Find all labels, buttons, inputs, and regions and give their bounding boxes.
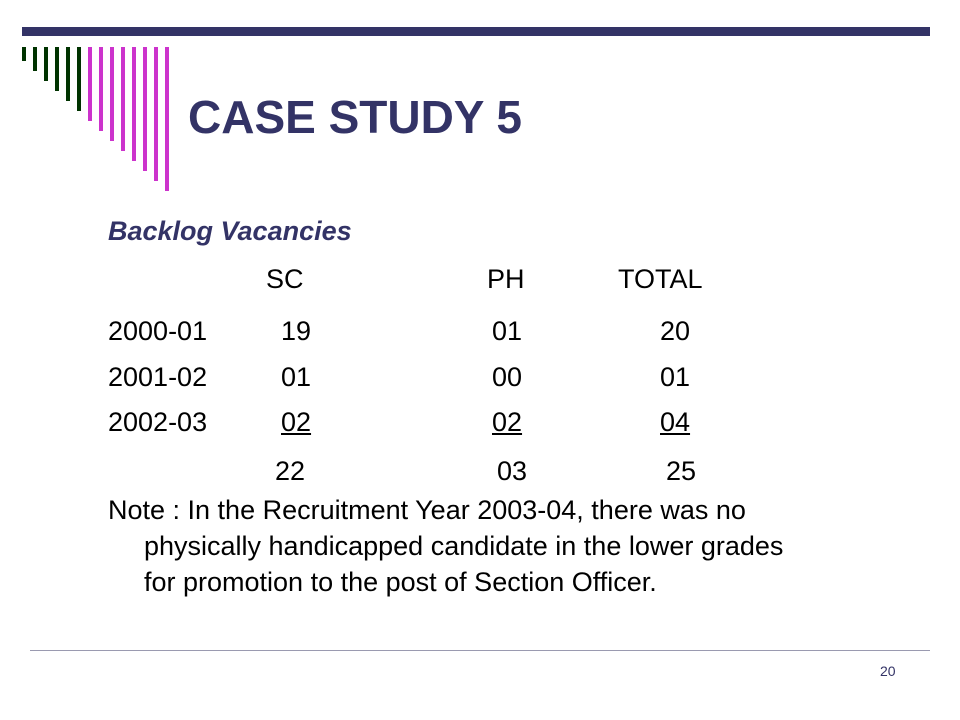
decor-bar (154, 47, 158, 181)
header-ph: PH (487, 264, 525, 294)
total-sc: 22 (275, 456, 306, 486)
row-sc: 02 (281, 407, 312, 437)
decor-bar (121, 47, 125, 151)
row-ph: 02 (492, 407, 523, 437)
decor-bar (143, 47, 147, 171)
top-rule (22, 27, 930, 36)
decor-bar (99, 47, 103, 131)
decor-bar (22, 47, 26, 61)
decor-bar (77, 47, 81, 111)
page-number: 20 (880, 663, 896, 679)
row-ph: 00 (492, 362, 523, 392)
row-sc: 01 (281, 362, 312, 392)
decor-bar (55, 47, 59, 91)
bottom-rule (30, 650, 930, 651)
decor-bar (44, 47, 48, 81)
decor-bar (110, 47, 114, 141)
note-line-2: physically handicapped candidate in the lower grades (144, 531, 784, 561)
decor-bar (66, 47, 70, 101)
note-paragraph (108, 492, 908, 600)
row-year: 2001-02 (108, 362, 208, 392)
row-ph: 01 (492, 316, 523, 346)
row-total: 04 (660, 407, 691, 437)
note-line-3: for promotion to the post of Section Officer. (144, 567, 657, 597)
decor-bar (88, 47, 92, 121)
row-total: 20 (660, 316, 691, 346)
header-total: TOTAL (618, 264, 703, 294)
total-total: 25 (666, 456, 697, 486)
decor-bar (33, 47, 37, 71)
row-total: 01 (660, 362, 691, 392)
decor-bar (132, 47, 136, 161)
total-ph: 03 (497, 456, 528, 486)
decor-bar (165, 47, 169, 191)
row-year: 2002-03 (108, 407, 208, 437)
slide-subtitle: Backlog Vacancies (108, 216, 352, 246)
row-sc: 19 (281, 316, 312, 346)
note-line-1: Note : In the Recruitment Year 2003-04, there was no (108, 495, 746, 525)
slide-title: CASE STUDY 5 (188, 91, 523, 143)
row-year: 2000-01 (108, 316, 208, 346)
header-sc: SC (266, 264, 304, 294)
